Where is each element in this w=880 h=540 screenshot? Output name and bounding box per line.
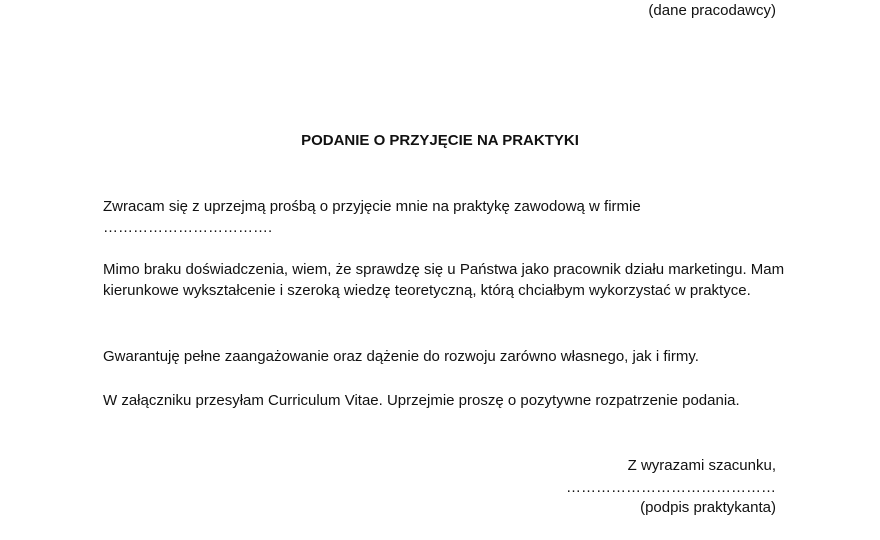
document-title: PODANIE O PRZYJĘCIE NA PRAKTYKI bbox=[301, 132, 579, 149]
company-name-placeholder-dots: ……………………………. bbox=[103, 219, 273, 236]
paragraph-request bbox=[103, 196, 793, 238]
signature-label: (podpis praktykanta) bbox=[640, 499, 776, 516]
signature-line-dots: …………………………………… bbox=[566, 479, 776, 496]
paragraph-request-text: Zwracam się z uprzejmą prośbą o przyjęcie mnie na praktykę zawodową w firmie bbox=[103, 198, 641, 215]
paragraph-qualifications: Mimo braku doświadczenia, wiem, że sprawdzę się u Państwa jako pracownik działu marketingu. Mam kierunkowe wykształcenie i szeroką wiedzę teoretyczną, którą chciałbym wykorzystać w praktyce. bbox=[103, 261, 785, 299]
paragraph-attachment: W załączniku przesyłam Curriculum Vitae. Uprzejmie proszę o pozytywne rozpatrzenie podania. bbox=[103, 392, 740, 409]
paragraph-commitment: Gwarantuję pełne zaangażowanie oraz dążenie do rozwoju zarówno własnego, jak i firmy. bbox=[103, 348, 699, 365]
employer-data-label: (dane pracodawcy) bbox=[648, 2, 776, 19]
closing-greeting: Z wyrazami szacunku, bbox=[627, 457, 776, 474]
